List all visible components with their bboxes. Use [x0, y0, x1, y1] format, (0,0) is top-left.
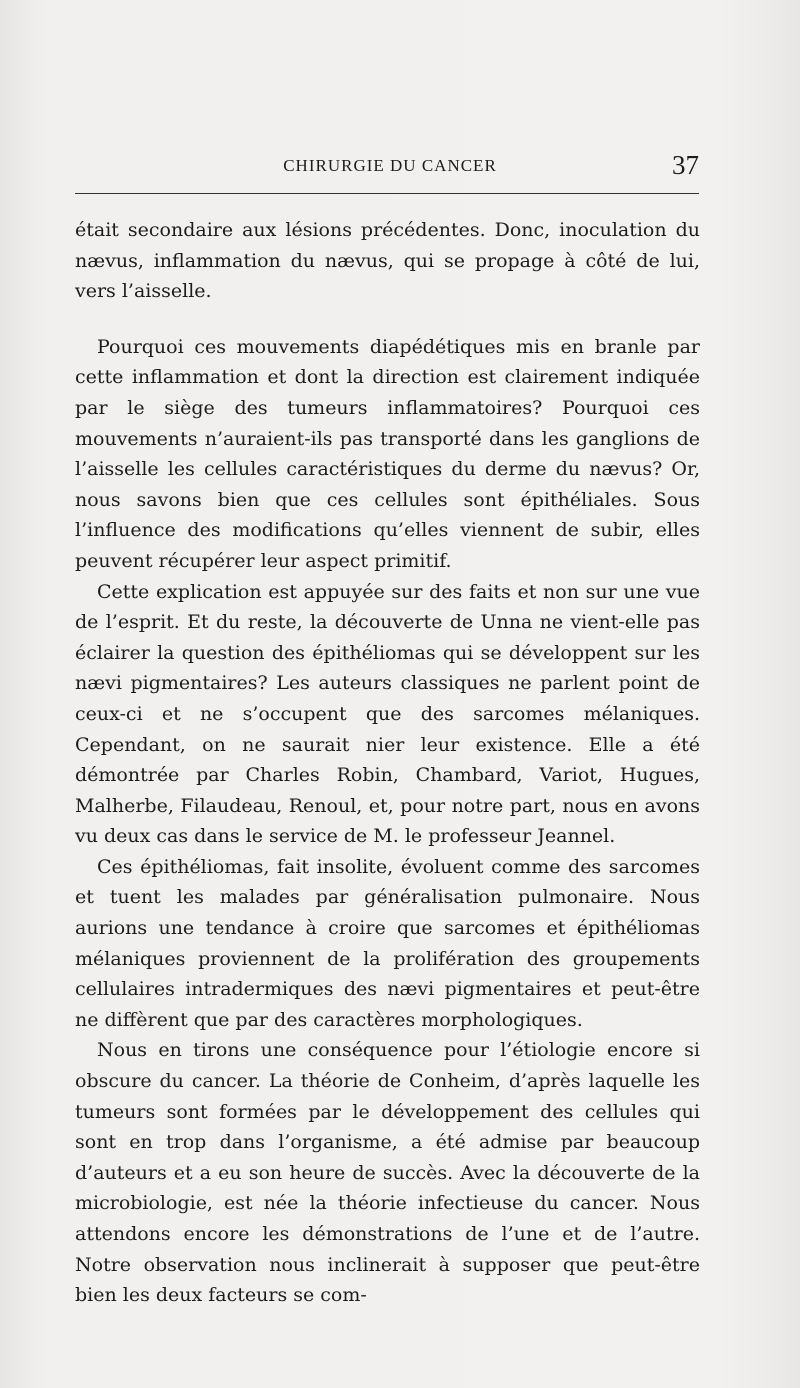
running-head — [75, 150, 705, 190]
running-title: CHIRURGIE DU CANCER — [283, 156, 497, 175]
page-number: 37 — [672, 150, 699, 180]
paragraph: Cette explication est appuyée sur des faits et non sur une vue de l’esprit. Et du reste, la découverte de Unna ne vient-elle pas éclairer la question des épithéliomas qui se développent sur les nævi pigmentaires? Les auteurs classiques ne parlent point de ceux-ci et ne s’occupent que des sarcomes mélaniques. Cependant, on ne saurait nier leur existence. Elle a été démontrée par Charles Robin, Chambard, Variot, Hugues, Malherbe, Filaudeau, Renoul, et, pour notre part, nous en avons vu deux cas dans le service de M. le professeur Jeannel. — [75, 580, 700, 848]
paragraph: était secondaire aux lésions précédentes. Donc, inoculation du nævus, inflammation du nævus, qui se propage à côté de lui, vers l’aisselle. — [75, 219, 700, 303]
paragraph: Ces épithéliomas, fait insolite, évoluent comme des sarcomes et tuent les malades par généralisation pulmonaire. Nous aurions une tendance à croire que sarcomes et épithéliomas mélaniques proviennent de la prolifération des groupements cellulaires intradermiques des nævi pigmentaires et peut-être ne diffèrent que par des caractères morphologiques. — [75, 855, 700, 1031]
header-rule — [75, 193, 699, 194]
paragraph: Pourquoi ces mouvements diapédétiques mis en branle par cette inflammation et dont la direction est clairement indiquée par le siège des tumeurs inflammatoires? Pourquoi ces mouvements n’auraient-ils pas transporté dans les ganglions de l’aisselle les cellules caractéristiques du derme du nævus? Or, nous savons bien que ces cellules sont épithéliales. Sous l’influence des modifications qu’elles viennent de subir, elles peuvent récupérer leur aspect primitif. — [75, 335, 700, 572]
body-text — [75, 215, 700, 1311]
paragraph: Nous en tirons une conséquence pour l’étiologie encore si obscure du cancer. La théorie de Conheim, d’après laquelle les tumeurs sont formées par le développement des cellules qui sont en trop dans l’organisme, a été admise par beaucoup d’auteurs et a eu son heure de succès. Avec la découverte de la microbiologie, est née la théorie infectieuse du cancer. Nous attendons encore les démonstrations de l’une et de l’autre. Notre observation nous inclinerait à supposer que peut-être bien les deux facteurs se com- — [75, 1039, 700, 1307]
